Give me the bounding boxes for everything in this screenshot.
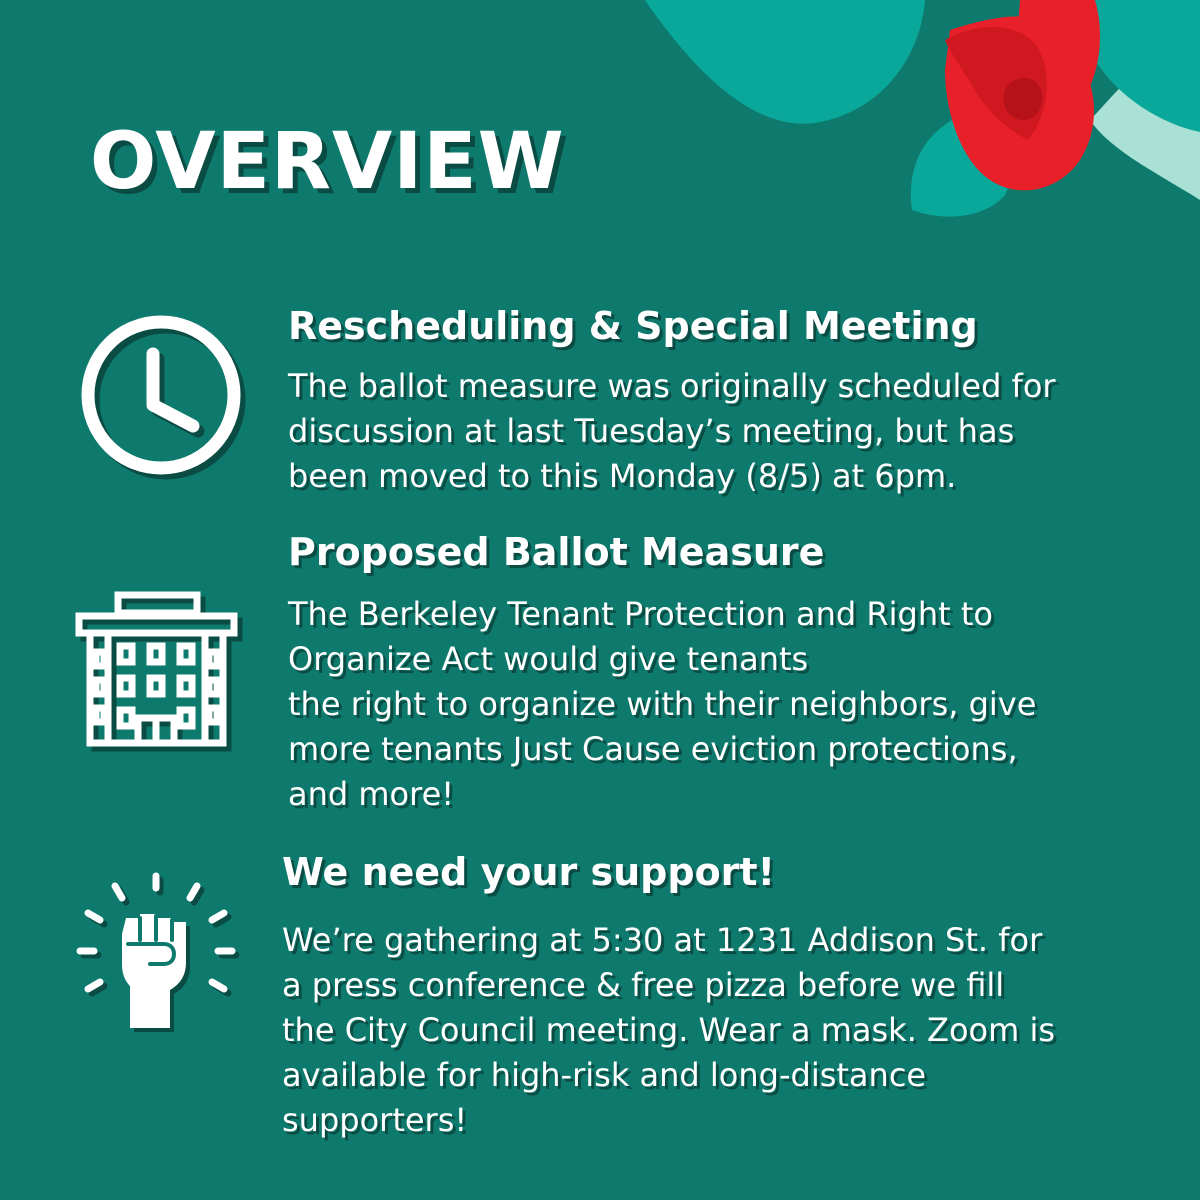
- body-line: The Berkeley Tenant Protection and Right to: [288, 595, 993, 633]
- section-body-support: [282, 918, 1055, 1143]
- building-icon: [74, 590, 244, 755]
- section-heading-ballot-measure: Proposed Ballot Measure: [288, 530, 825, 574]
- section-body-rescheduling: [288, 364, 1056, 499]
- body-line: The ballot measure was originally scheduled for: [288, 367, 1056, 405]
- body-line: a press conference & free pizza before we fill: [282, 966, 1005, 1004]
- body-line: the right to organize with their neighbors, give: [288, 685, 1037, 723]
- page-title: OVERVIEW: [90, 117, 565, 207]
- body-line: discussion at last Tuesday’s meeting, but has: [288, 412, 1015, 450]
- body-line: supporters!: [282, 1101, 468, 1139]
- body-line: available for high-risk and long-distance: [282, 1056, 927, 1094]
- top-leaf-shape: [645, 0, 925, 124]
- raised-fist-icon: [70, 868, 250, 1038]
- body-line: the City Council meeting. Wear a mask. Zoom is: [282, 1011, 1056, 1049]
- body-line: Organize Act would give tenants: [288, 640, 809, 678]
- body-line: We’re gathering at 5:30 at 1231 Addison St. for: [282, 921, 1043, 959]
- body-line: and more!: [288, 775, 455, 813]
- section-heading-support: We need your support!: [282, 850, 775, 894]
- body-line: been moved to this Monday (8/5) at 6pm.: [288, 457, 957, 495]
- section-body-ballot-measure: [288, 592, 1036, 817]
- body-line: more tenants Just Cause eviction protections,: [288, 730, 1018, 768]
- section-heading-rescheduling: Rescheduling & Special Meeting: [288, 304, 978, 348]
- flower-center: [1004, 78, 1043, 120]
- clock-icon: [78, 312, 254, 488]
